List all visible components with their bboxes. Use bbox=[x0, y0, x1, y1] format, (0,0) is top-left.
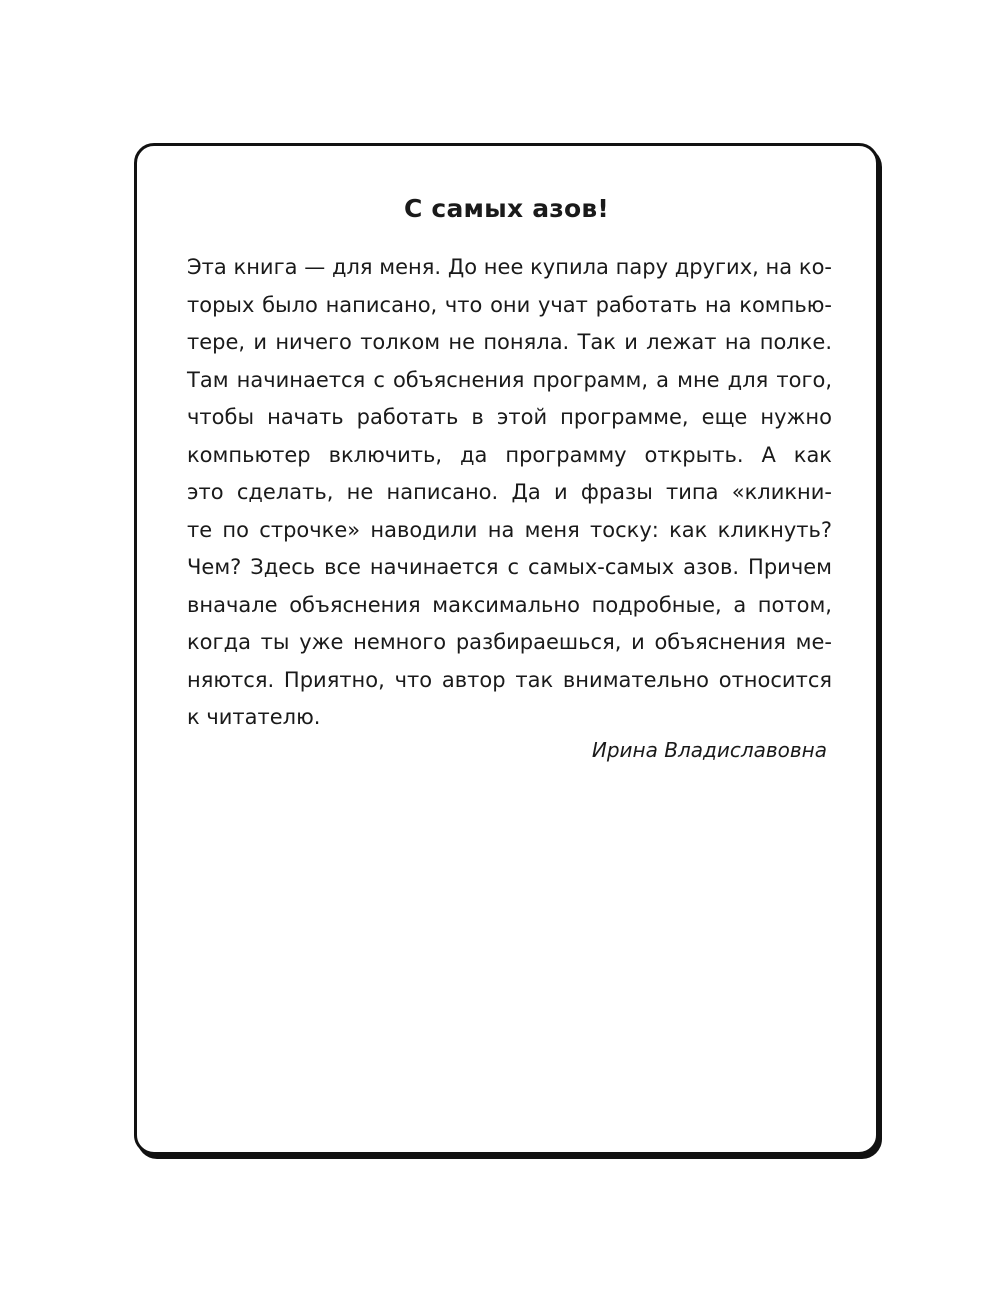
review-line: Эта книга — для меня. До нее купила пару других, на ко- bbox=[187, 255, 832, 279]
review-line: это сделать, не написано. Да и фразы типа «кликни- bbox=[187, 480, 832, 504]
review-line: Чем? Здесь все начинается с самых-самых азов. Причем bbox=[187, 555, 832, 579]
review-line: тере, и ничего толком не поняла. Так и лежат на полке. bbox=[187, 330, 832, 354]
review-line: компьютер включить, да программу открыть. А как bbox=[187, 442, 832, 467]
review-title: С самых азов! bbox=[403, 194, 609, 223]
review-author: Ирина Владиславовна bbox=[591, 738, 827, 762]
review-text bbox=[187, 249, 832, 737]
review-line: к читателю. bbox=[187, 705, 321, 729]
review-line: вначале объяснения максимально подробные, а потом, bbox=[187, 592, 832, 617]
review-line: чтобы начать работать в этой программе, еще нужно bbox=[187, 405, 832, 429]
review-line: няются. Приятно, что автор так внимательно относится bbox=[187, 667, 832, 692]
review-line: торых было написано, что они учат работать на компью- bbox=[187, 292, 832, 317]
review-line: те по строчке» наводили на меня тоску: как кликнуть? bbox=[187, 517, 832, 542]
review-box bbox=[134, 143, 879, 1155]
review-line: Там начинается с объяснения программ, а мне для того, bbox=[187, 367, 832, 392]
review-line: когда ты уже немного разбираешься, и объяснения ме- bbox=[187, 630, 832, 654]
